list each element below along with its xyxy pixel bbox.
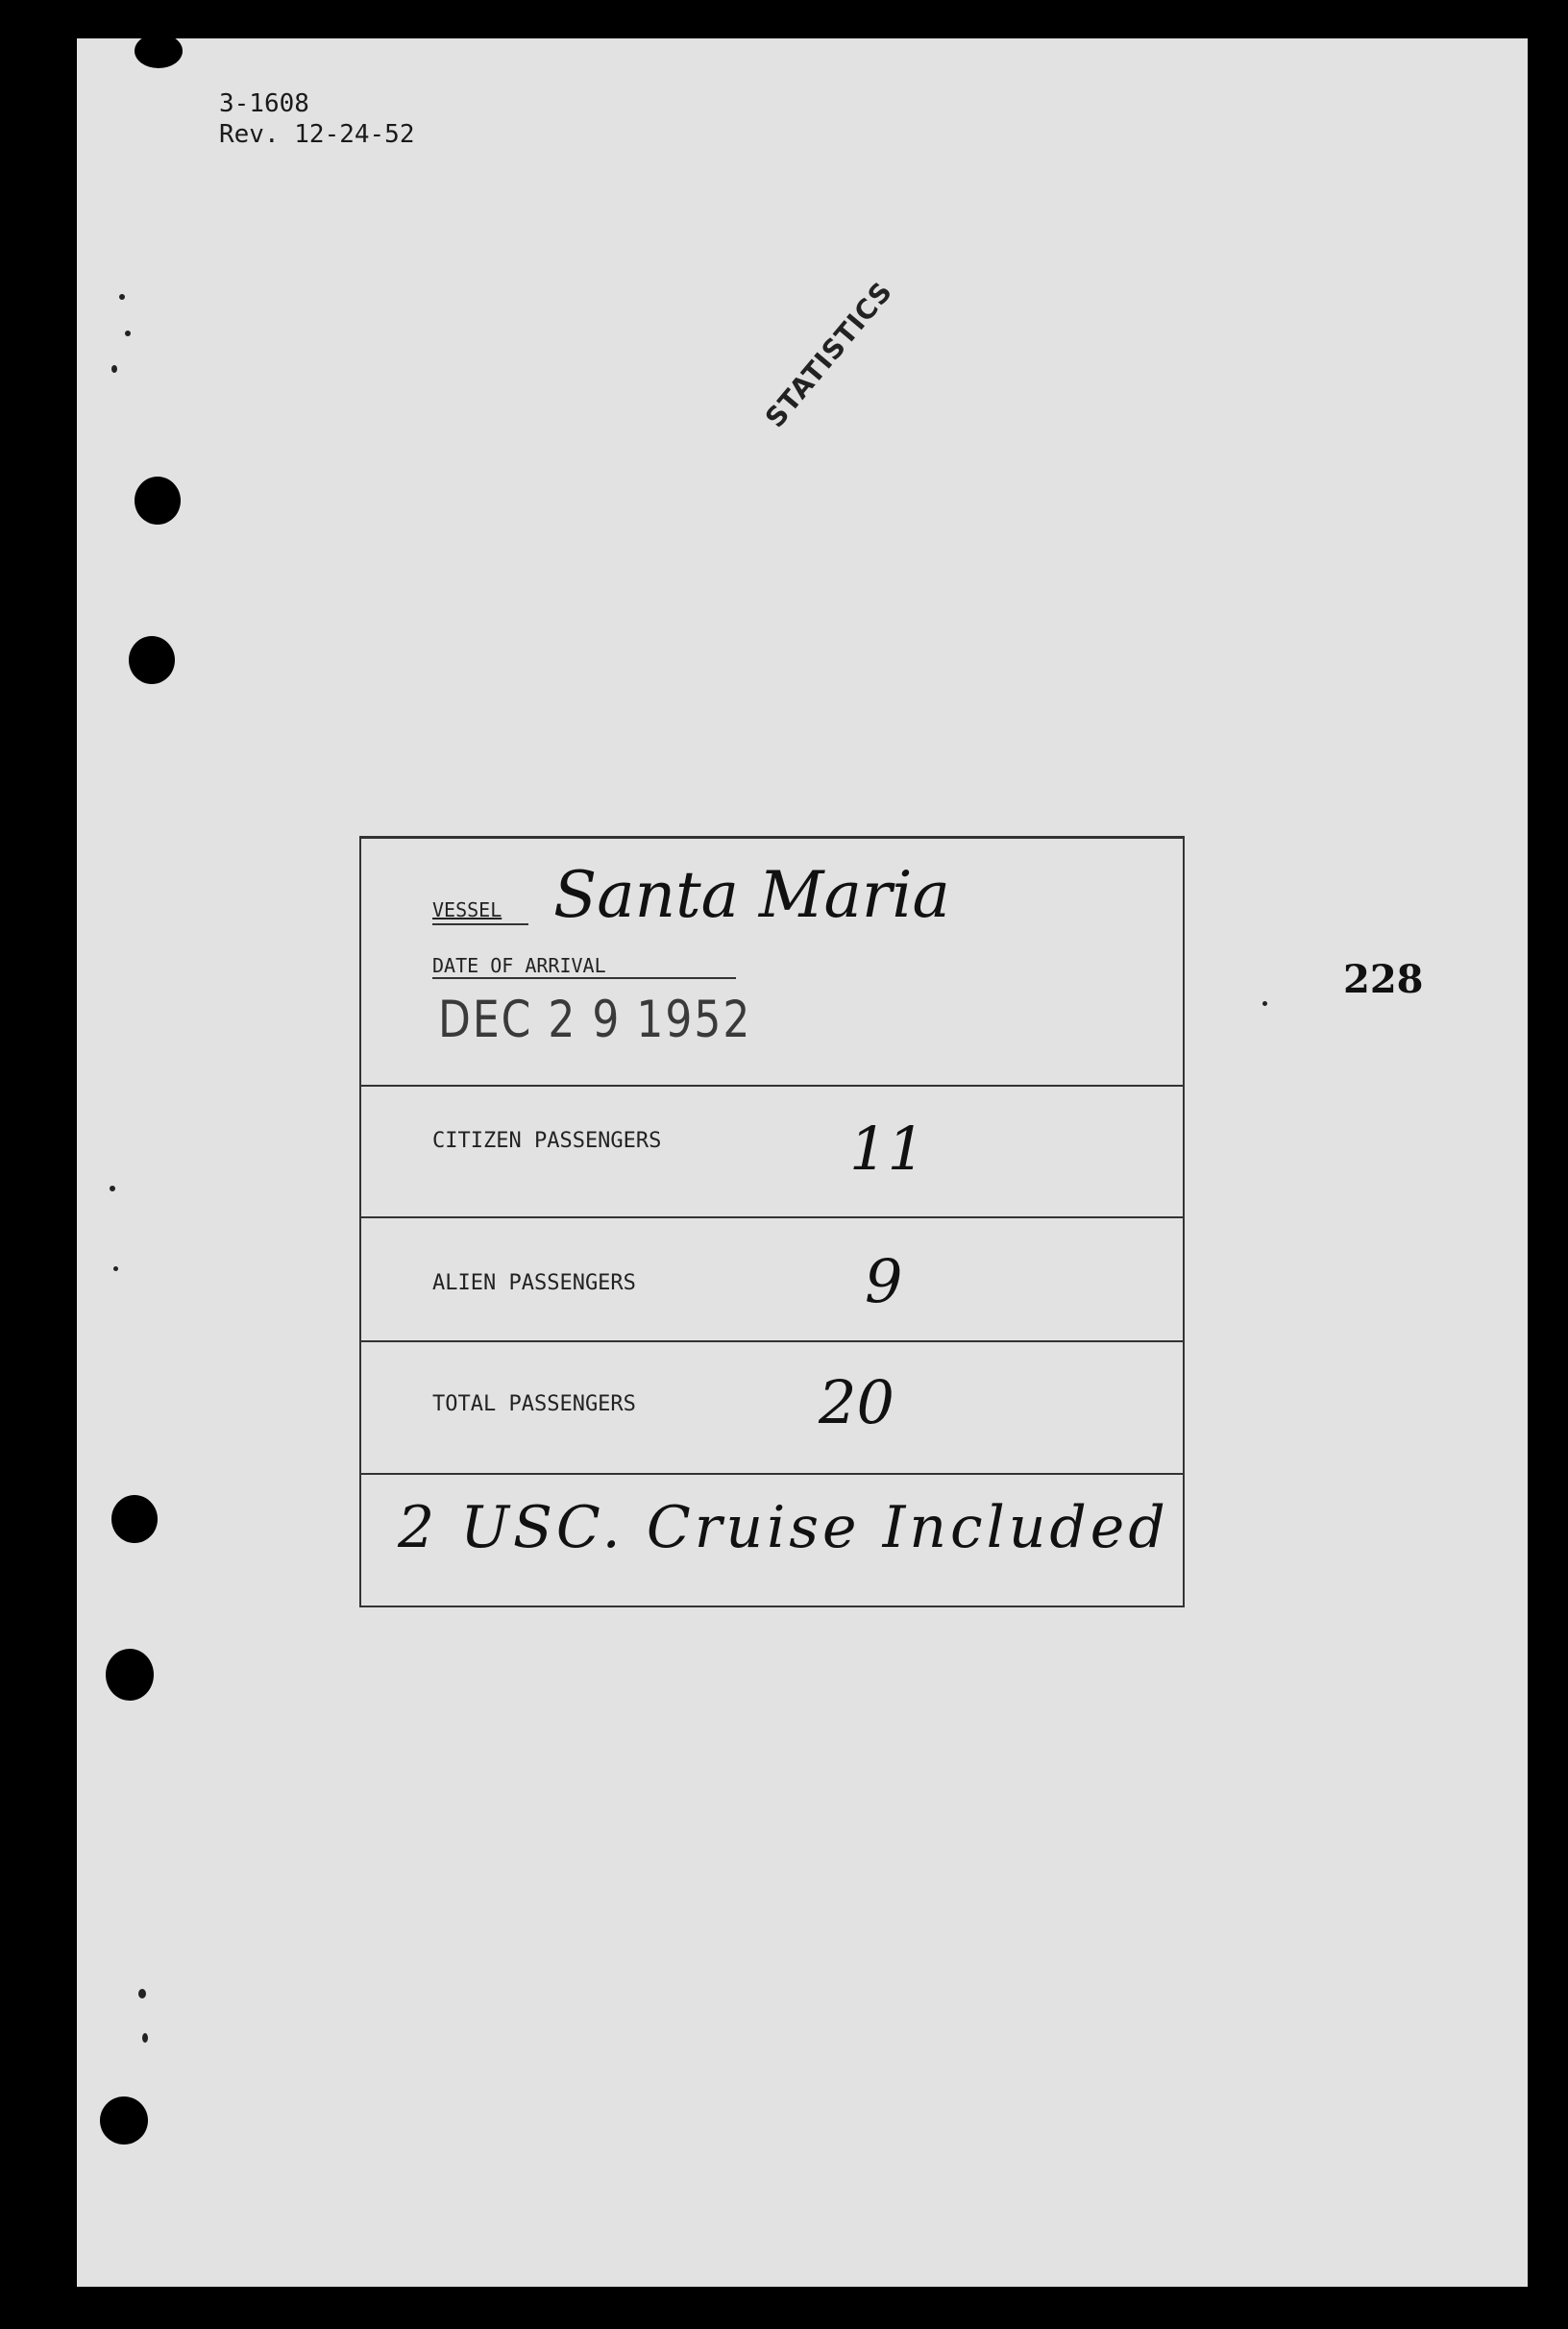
row-divider [361,1216,1183,1218]
punch-hole [100,2096,148,2145]
punch-hole [111,1495,158,1543]
arrival-form-box [359,836,1185,1607]
speck [138,1989,146,1998]
speck [113,1266,118,1271]
row-divider [361,1340,1183,1342]
row-divider [361,1085,1183,1087]
row-divider [361,1473,1183,1475]
citizen-passengers-value: 11 [849,1114,925,1184]
date-label: DATE OF ARRIVAL [432,954,606,977]
punch-hole [129,636,175,684]
speck [1262,1001,1267,1006]
handwritten-note: 2 USC. Cruise Included [398,1494,1169,1561]
total-passengers-value: 20 [819,1367,894,1437]
vessel-underline [432,923,528,925]
speck [119,294,125,300]
citizen-passengers-label: CITIZEN PASSENGERS [432,1129,662,1153]
punch-hole [135,477,181,525]
alien-passengers-value: 9 [865,1246,903,1316]
vessel-value: Santa Maria [553,858,950,932]
form-code-block [219,88,415,150]
speck [111,365,117,373]
total-passengers-label: TOTAL PASSENGERS [432,1392,636,1416]
statistics-stamp: STATISTICS [759,275,899,434]
speck [125,331,131,336]
alien-passengers-label: ALIEN PASSENGERS [432,1271,636,1295]
date-stamp: DEC 2 9 1952 [438,991,752,1050]
vessel-label: VESSEL [432,898,502,921]
form-revision: Rev. 12-24-52 [219,120,415,149]
punch-hole [106,1649,154,1701]
punch-hole [135,34,183,68]
speck [110,1186,115,1191]
form-code: 3-1608 [219,89,309,118]
page-number: 228 [1343,957,1424,1002]
speck [142,2033,148,2043]
date-underline [432,977,736,979]
